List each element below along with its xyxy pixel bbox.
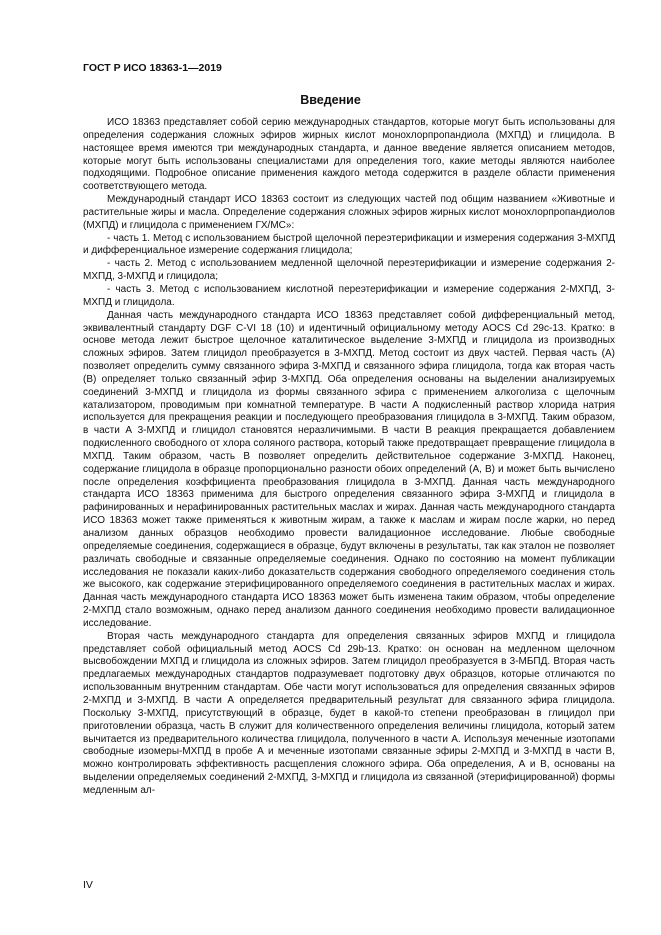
- paragraph-part-1-description: Данная часть международного стандарта ИСО 18363 представляет собой дифференциальный метод, эквивалентный стандарту DGF C-VI 18 (10) и идентичный официальному методу AOCS Cd 29c-13. Кратко: в основе метода лежит быстрое щелочное каталитическое выделение 3-МХПД и глицидола из производных сложных эфиров. Затем глицидол преобразуется в 3-МХПД. Метод состоит из двух частей. Первая часть (А) позволяет определить сумму связанного эфира 3-МХПД и связанного эфира глицидола, тогда как вторая часть (В) определяет только связанный эфир 3-МХПД. Оба определения основаны на выделении анализируемых соединений 3-МХПД и глицидола из формы связанного эфира с применением алкоголиза с щелочным катализатором, проводимым при комнатной температуре. В части А подкисленный раствор хлорида натрия используется для прекращения реакции и последующего преобразования глицидола в 3-МХПД. Таким образом, в части А 3-МХПД и глицидол становятся неразличимыми. В части В реакция прекращается добавлением подкисленного свободного от хлора соляного раствора, который также предотвращает превращение глицидола в МХПД. Таким образом, часть В позволяет определить действительное содержание 3-МХПД. Наконец, содержание глицидола в образце пропорционально разности обоих определений (А, В) и может быть вычислено после определения коэффициента преобразования глицидола в 3-МХПД. Данная часть международного стандарта ИСО 18363 применима для быстрого определения связанного эфира 3-МХПД и глицидола в рафинированных и нерафинированных растительных маслах и жирах. Данная часть международного стандарта ИСО 18363 может также применяться к животным жирам, а также к маслам и жирам после жарки, но перед анализом данных образцов необходимо провести валидационное исследование. Любые свободные определяемые соединения, содержащиеся в образце, будут включены в результаты, так как эталон не позволяет различать свободные и связанные определяемые соединения. Однако по состоянию на момент публикации исследования не показали каких-либо доказательств содержания свободного определяемого соединения столь же высокого, как содержание этерифицированного определяемого соединения в растительных маслах и жирах. Данная часть международного стандарта ИСО 18363 может быть изменена таким образом, чтобы определение 2-МХПД стало возможным, однако перед анализом данного соединения необходимо провести валидационное исследование.: [83, 309, 615, 629]
- page-number: IV: [83, 879, 93, 891]
- document-header: ГОСТ Р ИСО 18363-1—2019: [83, 62, 222, 74]
- list-item-part-2: - часть 2. Метод с использованием медленной щелочной переэтерификации и измерение содержания 2-МХПД, 3-МХПД и глицидола;: [83, 258, 615, 283]
- list-item-part-1: - часть 1. Метод с использованием быстрой щелочной переэтерификации и измерения содержания 3-МХПД и дифференциальное измерение содержания глицидола;: [83, 232, 615, 257]
- paragraph-parts-overview: Международный стандарт ИСО 18363 состоит из следующих частей под общим названием «Животные и растительные жиры и масла. Определение содержания сложных эфиров жирных кислот монохлорпропандиолов (МХПД) и глицидола с применением ГХ/МС»:: [83, 194, 615, 231]
- list-item-part-3: - часть 3. Метод с использованием кислотной переэтерификации и измерение содержания 2-МХПД, 3-МХПД и глицидола.: [83, 283, 615, 308]
- paragraph-part-2-description: Вторая часть международного стандарта для определения связанных эфиров МХПД и глицидола представляет собой официальный метод AOCS Cd 29b-13. Кратко: он основан на медленном щелочном высвобождении МХПД и глицидола из сложных эфиров. Затем глицидол преобразуется в 3-МБПД. Вторая часть предлагаемых международных стандартов подразумевает подготовку двух образцов, которые отличаются по использованным внутренним стандартам. Обе части могут использоваться для определения связанных эфиров 2-МХПД и 3-МХПД. В части А определяется предварительный результат для связанного эфира глицидола. Поскольку 3-МХПД, присутствующий в образце, будет в какой-то степени преобразован в глицидол при приготовлении образца, часть В служит для количественного определения величины глицидола, который затем вычитается из предварительного количества глицидола, полученного в части А. Используя меченные изотопами свободные изомеры-МХПД в пробе А и меченные изотопами связанные эфиры 2-МХПД и 3-МХПД в части В, можно контролировать эффективность расщепления сложного эфира. Оба определения, А и В, основаны на выделении определяемых соединений 2-МХПД, 3-МХПД и глицидола из связанной (этерифицированной) формы медленным ал-: [83, 630, 615, 796]
- document-body: [83, 117, 615, 798]
- paragraph-intro: ИСО 18363 представляет собой серию международных стандартов, которые могут быть использованы для определения содержания сложных эфиров жирных кислот монохлорпропандиола (МХПД) и глицидола. В настоящее время имеются три международных стандарта, и данное введение является описанием методов, которые могут быть использованы специалистами для определения того, какие методы являются наиболее подходящими. Подробное описание применения каждого метода содержится в разделе области применения соответствующего метода.: [83, 117, 615, 193]
- section-title: Введение: [300, 93, 361, 107]
